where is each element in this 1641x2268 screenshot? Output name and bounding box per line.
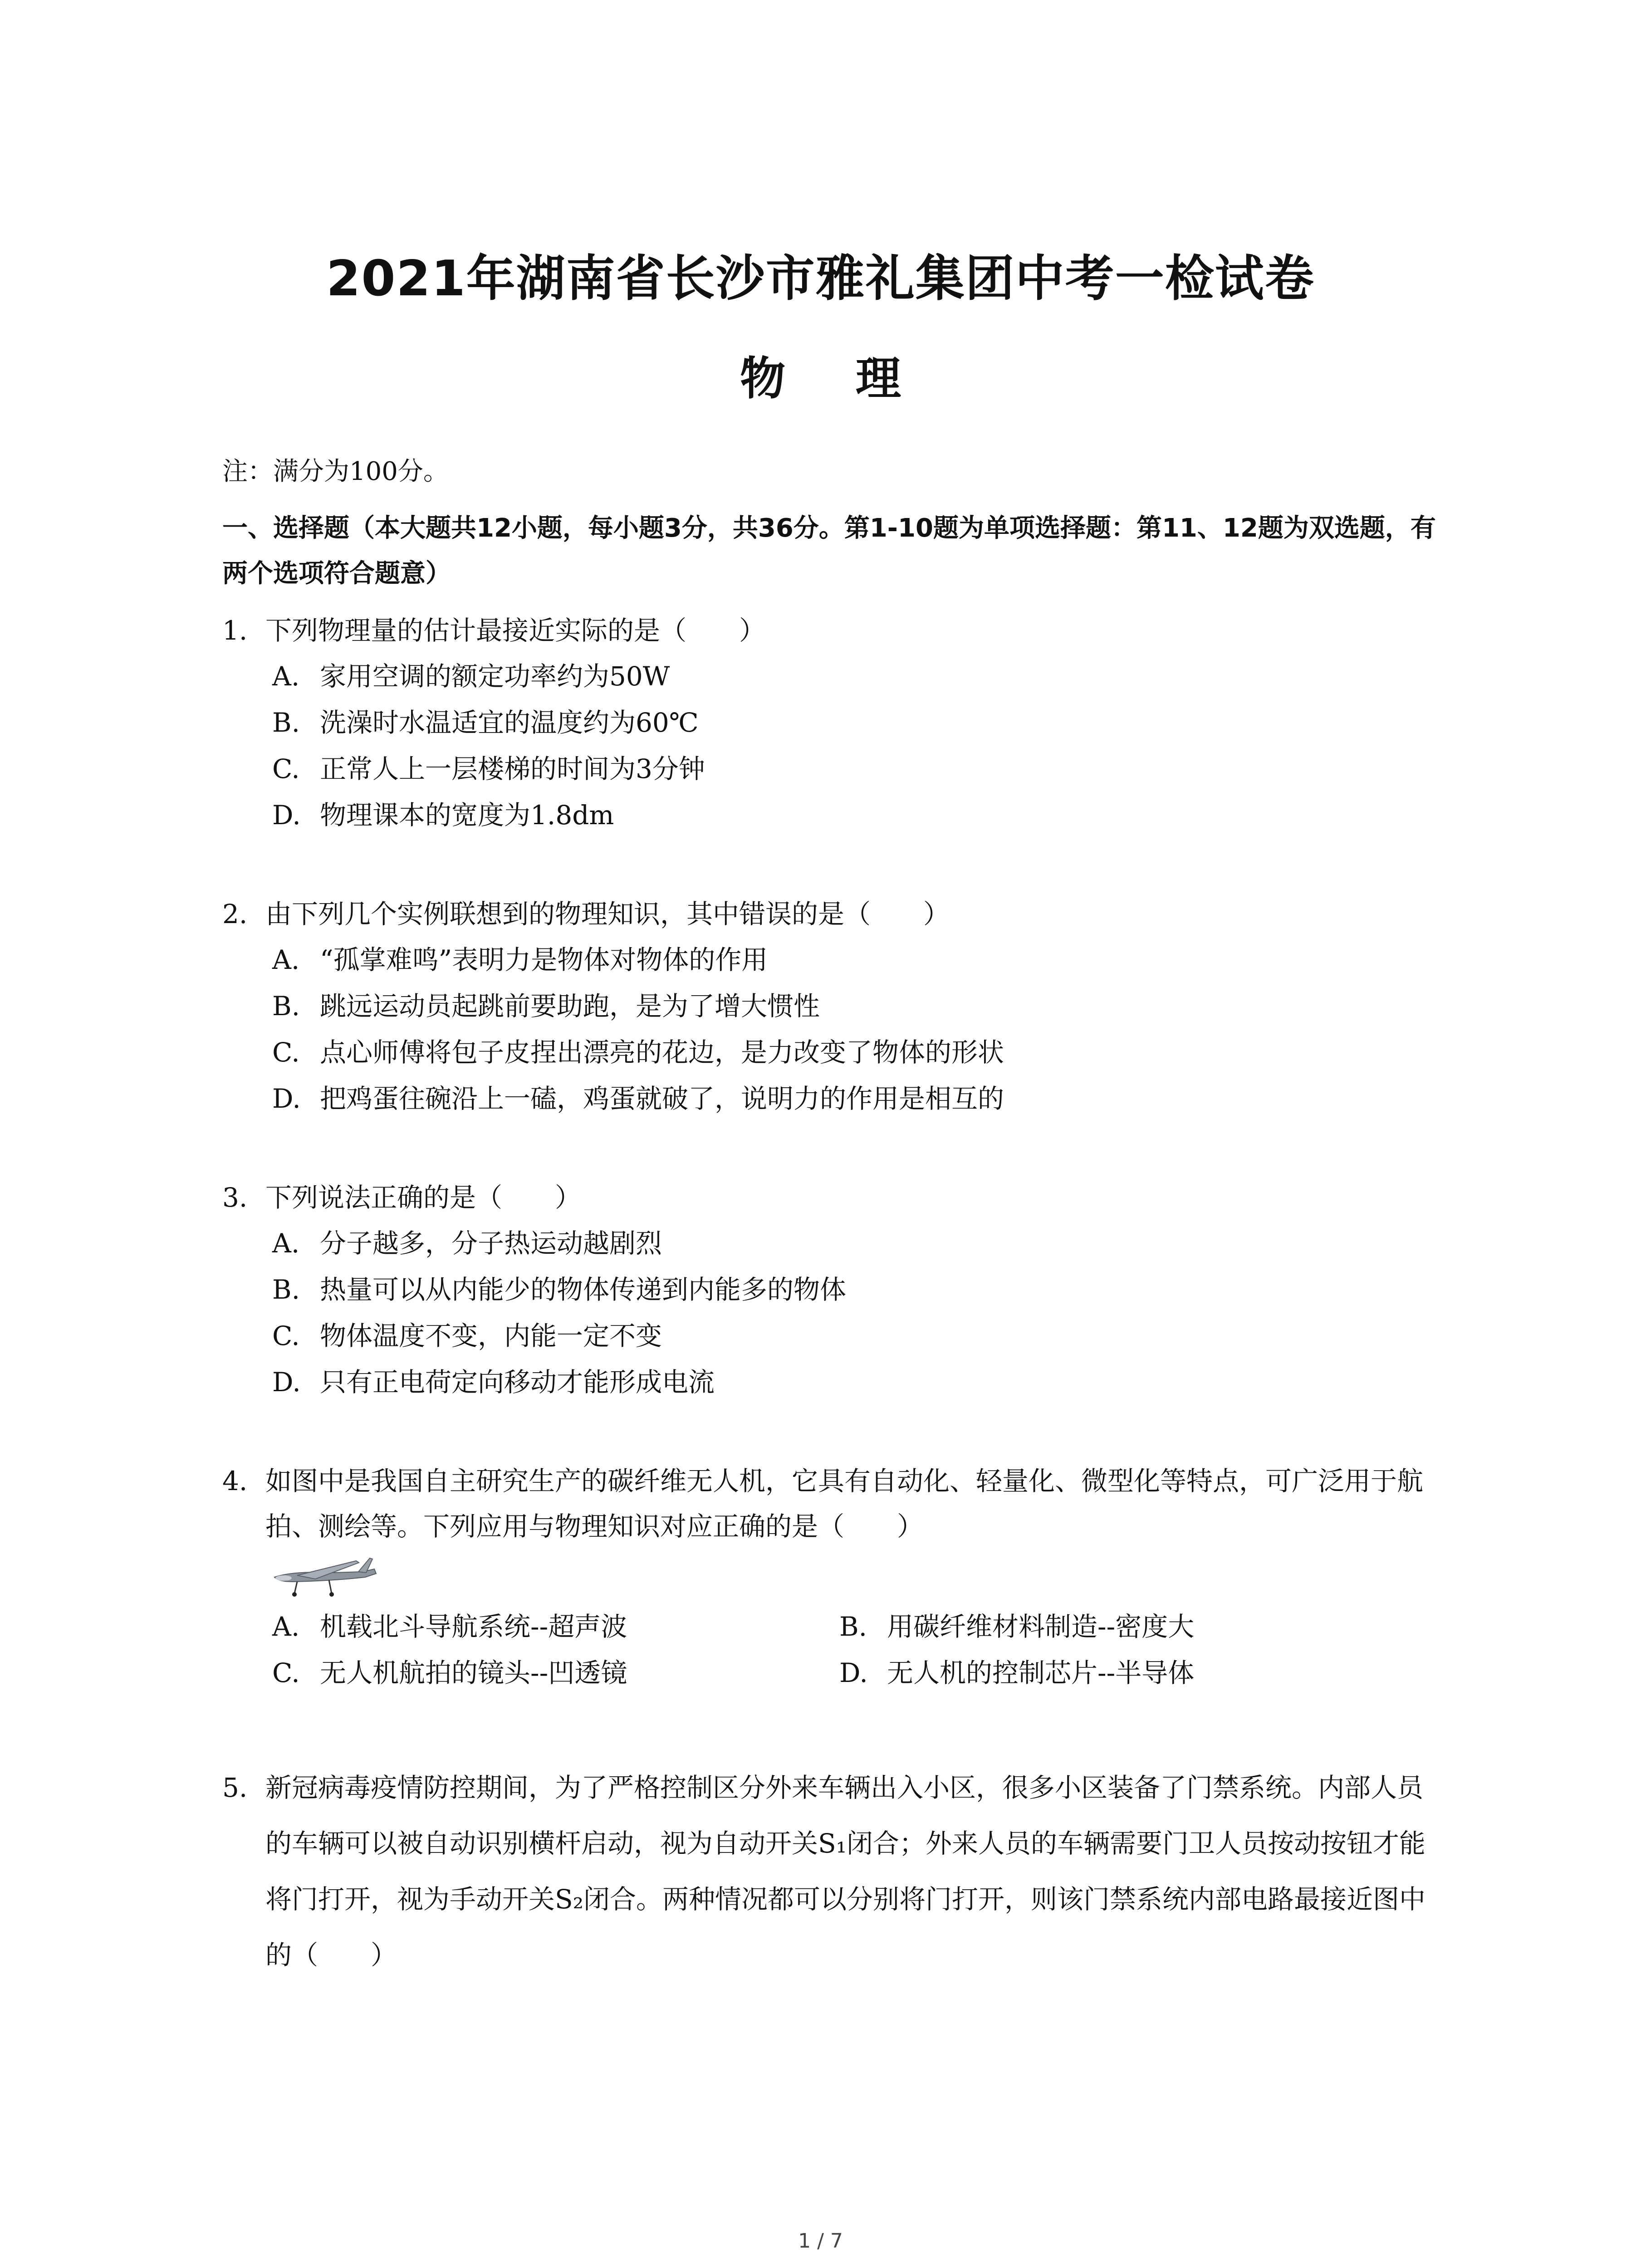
option-list	[272, 1220, 1447, 1405]
question-number: 4.	[222, 1466, 248, 1496]
question-1	[222, 608, 1447, 838]
option-a: A. 分子越多，分子热运动越剧烈	[272, 1228, 662, 1259]
option-d: D. 只有正电荷定向移动才能形成电流	[272, 1367, 715, 1398]
option-b: B. 用碳纤维材料制造--密度大	[839, 1611, 1195, 1642]
option-b: B. 跳远运动员起跳前要助跑，是为了增大惯性	[272, 991, 820, 1022]
question-5	[222, 1760, 1447, 1983]
question-number: 5.	[222, 1772, 248, 1803]
question-stem	[222, 891, 1447, 937]
option-c: C. 点心师傅将包子皮捏出漂亮的花边，是力改变了物体的形状	[272, 1037, 1004, 1068]
option-c: C. 物体温度不变，内能一定不变	[272, 1320, 662, 1351]
question-stem	[222, 1760, 1447, 1983]
question-stem	[222, 608, 1447, 653]
subject-title: 物 理	[740, 352, 928, 405]
page-title: 2021年湖南省长沙市雅礼集团中考一检试卷	[326, 250, 1315, 307]
question-text: 由下列几个实例联想到的物理知识，其中错误的是（ ）	[265, 899, 950, 929]
question-text: 如图中是我国自主研究生产的碳纤维无人机，它具有自动化、轻量化、微型化等特点，可广泛用于航拍、测绘等。下列应用与物理知识对应正确的是（ ）	[265, 1466, 1424, 1542]
question-number: 3.	[222, 1182, 248, 1213]
section-heading: 一、选择题（本大题共12小题，每小题3分，共36分。第1-10题为单项选择题：第11、12题为双选题，有两个选项符合题意）	[222, 513, 1436, 588]
drone-image	[265, 1549, 383, 1603]
page-number: 1 / 7	[798, 2229, 843, 2253]
question-text: 下列物理量的估计最接近实际的是（ ）	[265, 615, 766, 646]
option-d: D. 物理课本的宽度为1.8dm	[272, 800, 614, 831]
score-note: 注：满分为100分。	[222, 457, 449, 486]
option-c: C. 无人机航拍的镜头--凹透镜	[272, 1657, 627, 1688]
question-2	[222, 891, 1447, 1122]
question-stem	[222, 1458, 1447, 1549]
question-number: 2.	[222, 899, 248, 929]
question-text: 新冠病毒疫情防控期间，为了严格控制区分外来车辆出入小区，很多小区装备了门禁系统。内部人员的车辆可以被自动识别横杆启动，视为自动开关S₁闭合；外来人员的车辆需要门卫人员按动按钮才能将门打开，视为手动开关S₂闭合。两种情况都可以分别将门打开，则该门禁系统内部电路最接近图中的（ ）	[265, 1772, 1425, 1970]
question-4	[222, 1458, 1447, 1696]
option-c: C. 正常人上一层楼梯的时间为3分钟	[272, 753, 705, 784]
question-stem	[222, 1175, 1447, 1220]
option-list	[272, 653, 1447, 838]
option-d: D. 无人机的控制芯片--半导体	[839, 1657, 1195, 1688]
option-d: D. 把鸡蛋往碗沿上一磕，鸡蛋就破了，说明力的作用是相互的	[272, 1083, 1004, 1114]
question-number: 1.	[222, 615, 248, 646]
question-3	[222, 1175, 1447, 1405]
option-b: B. 热量可以从内能少的物体传递到内能多的物体	[272, 1274, 847, 1305]
option-list	[272, 1603, 1447, 1696]
option-a: A. 家用空调的额定功率约为50W	[272, 661, 670, 692]
option-a: A. 机载北斗导航系统--超声波	[272, 1611, 627, 1642]
option-list	[272, 937, 1447, 1122]
question-text: 下列说法正确的是（ ）	[265, 1182, 582, 1213]
option-a: A. “孤掌难鸣”表明力是物体对物体的作用	[272, 944, 768, 975]
option-b: B. 洗澡时水温适宜的温度约为60℃	[272, 707, 699, 738]
